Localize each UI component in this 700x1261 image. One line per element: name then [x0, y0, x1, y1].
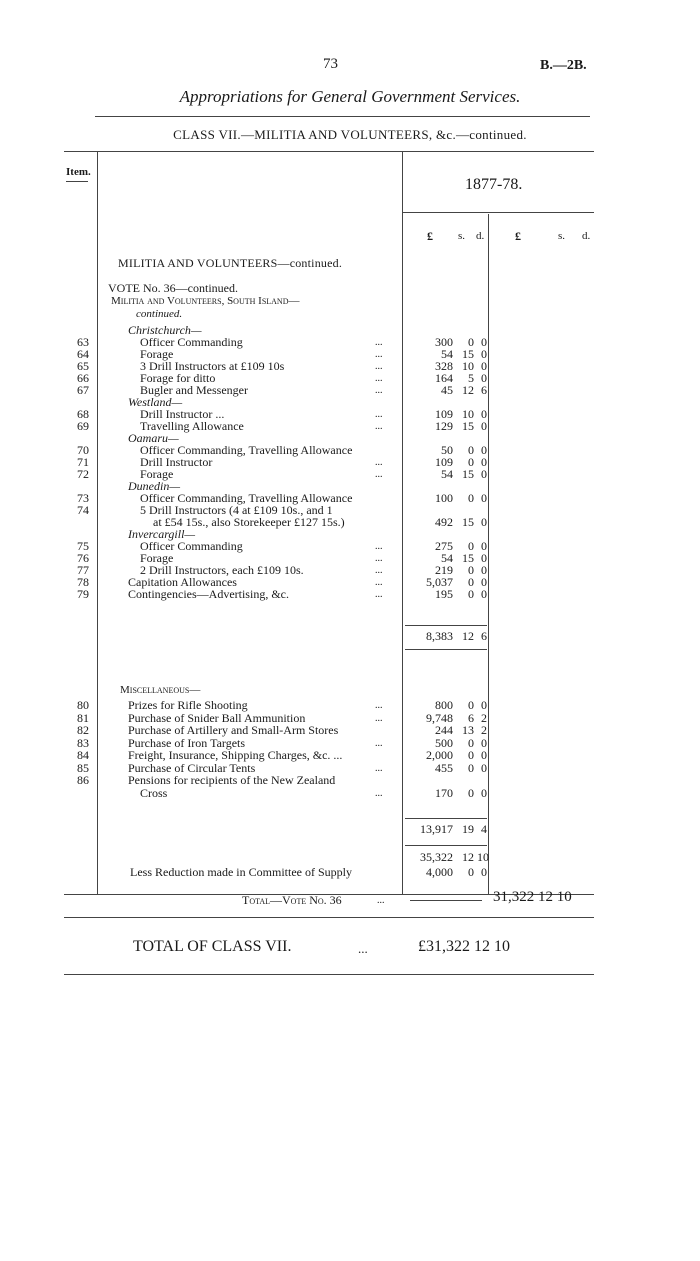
grand-subtotal-shillings: 12 — [462, 850, 474, 864]
amount-pence: 2 — [481, 723, 487, 737]
amount-pounds: 54 — [441, 551, 453, 565]
amount-pence: 0 — [481, 698, 487, 712]
class-total-label: TOTAL OF CLASS VII. — [133, 938, 292, 955]
item-description: Westland— — [128, 395, 183, 409]
amount-pence: 2 — [481, 710, 487, 725]
amount-pence: 0 — [481, 735, 487, 750]
reduction-shillings: 0 — [468, 865, 474, 879]
table-row — [0, 749, 700, 762]
amount-pounds: 164 — [435, 371, 453, 385]
item-description: Bugler and Messenger — [140, 383, 248, 397]
item-number: 82 — [77, 723, 89, 737]
item-description: Forage — [140, 467, 174, 481]
leader-dots: ... — [375, 469, 383, 480]
amount-shillings: 10 — [462, 407, 474, 421]
misc-subtotal-pence: 4 — [481, 822, 487, 836]
amount-pounds: 5,037 — [426, 575, 453, 589]
amount-pounds: 45 — [441, 383, 453, 397]
amount-pounds: 300 — [435, 335, 453, 349]
vote-heading: VOTE No. 36—continued. — [108, 281, 238, 295]
document-reference: B.—2B. — [540, 58, 587, 73]
amount-shillings: 15 — [462, 515, 474, 529]
amount-shillings: 0 — [468, 491, 474, 505]
pence-header-1: d. — [476, 230, 485, 242]
item-description: Invercargill— — [128, 527, 196, 541]
grand-subtotal-pence: 10 — [477, 850, 489, 864]
amount-pounds: 195 — [435, 587, 453, 601]
item-number: 79 — [77, 587, 89, 601]
amount-pounds: 455 — [435, 760, 453, 775]
table-row — [0, 774, 700, 787]
amount-shillings: 0 — [468, 443, 474, 457]
grand-subtotal-pounds: 35,322 — [420, 850, 453, 864]
leader-dots: ... — [375, 553, 383, 564]
item-number: 77 — [77, 563, 89, 577]
class-total-top-rule — [64, 917, 594, 918]
item-description: Travelling Allowance — [140, 419, 244, 433]
item-number: 80 — [77, 698, 89, 712]
amount-pence: 0 — [481, 335, 487, 349]
subtotal-pounds: 8,383 — [426, 629, 453, 643]
item-number: 83 — [77, 735, 89, 750]
leader-dots: ... — [375, 361, 383, 372]
amount-pence: 0 — [481, 563, 487, 577]
pound-header-1: £ — [427, 229, 433, 243]
amount-shillings: 0 — [468, 455, 474, 469]
item-description: Capitation Allowances — [128, 575, 237, 589]
item-description: 2 Drill Instructors, each £109 10s. — [140, 563, 304, 577]
amount-shillings: 0 — [468, 698, 474, 712]
item-description: at £54 15s., also Storekeeper £127 15s.) — [153, 515, 345, 529]
item-description: Oamaru— — [128, 431, 179, 445]
item-number: 66 — [77, 371, 89, 385]
subtotal-rule-4 — [405, 845, 487, 846]
amount-pence: 0 — [481, 443, 487, 457]
amount-pounds: 800 — [435, 698, 453, 712]
amount-shillings: 0 — [468, 539, 474, 553]
amount-pounds: 244 — [435, 723, 453, 737]
item-description: Purchase of Artillery and Small-Arm Stores — [128, 723, 339, 737]
vote-total-amount: 31,322 12 10 — [493, 889, 572, 905]
table-row — [0, 712, 700, 725]
item-header-underline — [66, 181, 88, 182]
leader-dots: ... — [375, 457, 383, 468]
misc-subtotal-pounds: 13,917 — [420, 822, 453, 836]
item-description: Purchase of Snider Ball Ammunition — [128, 710, 306, 725]
amount-pounds: 219 — [435, 563, 453, 577]
year-rule — [402, 212, 594, 213]
amount-pence: 0 — [481, 419, 487, 433]
amount-pence: 0 — [481, 491, 487, 505]
amount-shillings: 15 — [462, 467, 474, 481]
item-description: Prizes for Rifle Shooting — [128, 698, 248, 712]
item-number: 75 — [77, 539, 89, 553]
amount-shillings: 0 — [468, 335, 474, 349]
page-bottom-rule — [64, 974, 594, 975]
page-title: Appropriations for General Government Services. — [179, 87, 521, 106]
leader-dots: ... — [375, 373, 383, 384]
pound-header-2: £ — [515, 229, 521, 243]
leader-dots: ... — [375, 349, 383, 360]
leader-dots: ... — [375, 541, 383, 552]
vote-total-dots: ... — [377, 895, 385, 906]
class-heading: CLASS VII.—MILITIA AND VOLUNTEERS, &c.—continued. — [173, 127, 527, 142]
item-number: 63 — [77, 335, 89, 349]
item-description: Forage — [140, 347, 174, 361]
amount-pence: 0 — [481, 551, 487, 565]
item-description: Forage — [140, 551, 174, 565]
item-description: Officer Commanding, Travelling Allowance — [140, 491, 353, 505]
amount-pence: 0 — [481, 575, 487, 589]
table-row — [0, 787, 700, 800]
amount-pounds: 100 — [435, 491, 453, 505]
amount-pence: 0 — [481, 455, 487, 469]
item-description: Christchurch— — [128, 323, 202, 337]
item-description: Freight, Insurance, Shipping Charges, &c. ... — [128, 748, 343, 762]
item-description: Contingencies—Advertising, &c. — [128, 587, 289, 601]
item-number: 70 — [77, 443, 89, 457]
section-title: MILITIA AND VOLUNTEERS—continued. — [118, 256, 343, 270]
amount-pence: 0 — [481, 539, 487, 553]
item-description: Forage for ditto — [140, 371, 216, 385]
amount-shillings: 0 — [468, 735, 474, 750]
vote-total-dash — [410, 900, 482, 901]
subheading-continued: continued. — [136, 308, 183, 320]
reduction-pence: 0 — [481, 865, 487, 879]
item-description: Officer Commanding — [140, 539, 243, 553]
item-number: 71 — [77, 455, 89, 469]
item-description: 3 Drill Instructors at £109 10s — [140, 359, 285, 373]
table-row — [0, 699, 700, 712]
shilling-header-1: s. — [458, 230, 466, 242]
item-number: 85 — [77, 760, 89, 775]
shilling-header-2: s. — [558, 230, 566, 242]
table-top-rule — [64, 151, 594, 152]
item-description: Pensions for recipients of the New Zealand — [128, 773, 336, 787]
item-number: 76 — [77, 551, 89, 565]
table-row — [0, 762, 700, 775]
amount-shillings: 0 — [468, 563, 474, 577]
year-header: 1877-78. — [465, 176, 523, 193]
item-number: 68 — [77, 407, 89, 421]
amount-pence: 0 — [481, 467, 487, 481]
amount-pounds: 9,748 — [426, 710, 453, 725]
leader-dots: ... — [375, 565, 383, 576]
item-description: Drill Instructor ... — [140, 407, 225, 421]
amount-pence: 0 — [481, 371, 487, 385]
subtotal-pence: 6 — [481, 629, 487, 643]
misc-subtotal-row — [0, 823, 700, 836]
leader-dots: ... — [375, 589, 383, 600]
item-number: 69 — [77, 419, 89, 433]
amount-shillings: 13 — [462, 723, 474, 737]
leader-dots: ... — [375, 337, 383, 348]
reduction-label: Less Reduction made in Committee of Supply — [130, 865, 352, 879]
page-number: 73 — [323, 56, 338, 72]
leader-dots: ... — [375, 421, 383, 432]
leader-dots: ... — [375, 712, 383, 724]
amount-pence: 0 — [481, 407, 487, 421]
amount-pounds: 275 — [435, 539, 453, 553]
amount-pounds: 54 — [441, 467, 453, 481]
amount-shillings: 10 — [462, 359, 474, 373]
table-row — [0, 724, 700, 737]
item-description: Officer Commanding — [140, 335, 243, 349]
amount-pounds: 328 — [435, 359, 453, 373]
item-number: 72 — [77, 467, 89, 481]
leader-dots: ... — [375, 385, 383, 396]
item-number: 65 — [77, 359, 89, 373]
amount-pounds: 109 — [435, 407, 453, 421]
misc-heading: Miscellaneous— — [120, 684, 201, 696]
amount-shillings: 15 — [462, 347, 474, 361]
item-number: 73 — [77, 491, 89, 505]
item-number: 86 — [77, 773, 89, 787]
amount-pence: 0 — [481, 760, 487, 775]
amount-shillings: 5 — [468, 371, 474, 385]
amount-pence: 0 — [481, 347, 487, 361]
title-rule — [95, 116, 590, 117]
class-total-amount: £31,322 12 10 — [418, 938, 510, 955]
vote-total-label: Total—Vote No. 36 — [242, 893, 342, 907]
item-description: 5 Drill Instructors (4 at £109 10s., and 1 — [140, 503, 333, 517]
leader-dots: ... — [375, 762, 383, 774]
item-number: 74 — [77, 503, 89, 517]
subtotal-rule-3 — [405, 818, 487, 819]
amount-shillings: 12 — [462, 383, 474, 397]
table-row — [0, 588, 700, 601]
amount-pounds: 492 — [435, 515, 453, 529]
table-row — [0, 737, 700, 750]
leader-dots: ... — [375, 737, 383, 749]
subtotal-rule-2 — [405, 649, 487, 650]
item-number: 84 — [77, 748, 89, 762]
item-description: Purchase of Circular Tents — [128, 760, 256, 775]
amount-pence: 0 — [481, 587, 487, 601]
leader-dots: ... — [375, 409, 383, 420]
amount-shillings: 15 — [462, 551, 474, 565]
item-description: Cross — [140, 785, 168, 800]
amount-pence: 0 — [481, 359, 487, 373]
item-number: 81 — [77, 710, 89, 725]
vote-total-row — [0, 889, 700, 910]
subheading-south-island: Militia and Volunteers, South Island— — [111, 295, 300, 307]
amount-pounds: 129 — [435, 419, 453, 433]
amount-pounds: 54 — [441, 347, 453, 361]
misc-subtotal-shillings: 19 — [462, 822, 474, 836]
reduction-row — [0, 866, 700, 879]
subtotal-rule-1 — [405, 625, 487, 626]
amount-pence: 0 — [481, 785, 487, 800]
amount-pounds: 50 — [441, 443, 453, 457]
amount-pence: 6 — [481, 383, 487, 397]
pence-header-2: d. — [582, 230, 591, 242]
amount-pounds: 500 — [435, 735, 453, 750]
amount-pence: 0 — [481, 748, 487, 762]
grand-subtotal-row — [0, 851, 700, 864]
item-description: Drill Instructor — [140, 455, 213, 469]
amount-shillings: 0 — [468, 760, 474, 775]
amount-shillings: 0 — [468, 785, 474, 800]
amount-pounds: 2,000 — [426, 748, 453, 762]
subtotal-row — [0, 630, 700, 643]
item-description: Purchase of Iron Targets — [128, 735, 246, 750]
amount-pounds: 170 — [435, 785, 453, 800]
item-number: 78 — [77, 575, 89, 589]
item-column-header: Item. — [66, 166, 91, 178]
item-description: Officer Commanding, Travelling Allowance — [140, 443, 353, 457]
reduction-pounds: 4,000 — [426, 865, 453, 879]
amount-shillings: 15 — [462, 419, 474, 433]
amount-shillings: 0 — [468, 587, 474, 601]
item-number: 64 — [77, 347, 89, 361]
amount-shillings: 0 — [468, 748, 474, 762]
subtotal-shillings: 12 — [462, 629, 474, 643]
amount-shillings: 6 — [468, 710, 474, 725]
class-total-dots: ... — [358, 941, 368, 956]
item-number: 67 — [77, 383, 89, 397]
leader-dots: ... — [375, 577, 383, 588]
leader-dots: ... — [375, 787, 383, 799]
amount-shillings: 0 — [468, 575, 474, 589]
amount-pounds: 109 — [435, 455, 453, 469]
amount-pence: 0 — [481, 515, 487, 529]
item-description: Dunedin— — [128, 479, 180, 493]
leader-dots: ... — [375, 700, 383, 711]
